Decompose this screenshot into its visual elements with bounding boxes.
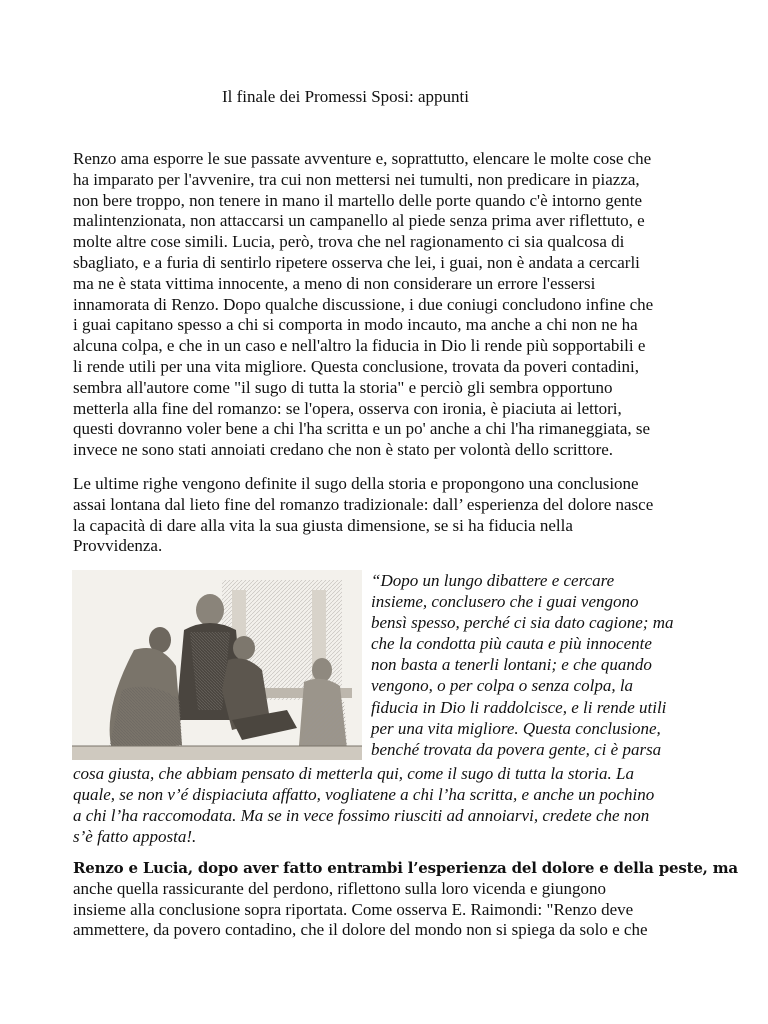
quote-line: quale, se non v’é dispiaciuta affatto, vogliatene a chi l’ha scritta, e anche un pochino [73, 785, 655, 805]
document-title: Il finale dei Promessi Sposi: appunti [222, 87, 469, 106]
quote-line: che la condotta più cauta e più innocente [371, 634, 652, 654]
paragraph-line: molte altre cose simili. Lucia, però, trova che nel ragionamento ci sia qualcosa di [73, 232, 625, 252]
paragraph-line: ha imparato per l'avvenire, tra cui non mettersi nei tumulti, non predicare in piazza, [73, 169, 640, 189]
quote-line: benché trovata da povera gente, ci è parsa [371, 739, 662, 759]
quote-line: cosa giusta, che abbiam pensato di metterla qui, come il sugo di tutta la storia. La [73, 764, 634, 783]
paragraph-line: metterla alla fine del romanzo: se l'opera, osserva con ironia, è piaciuta ai lettori, [73, 398, 622, 418]
paragraph-line: insieme alla conclusione sopra riportata. Come osserva E. Raimondi: "Renzo deve [73, 899, 634, 919]
paragraph-3 [73, 858, 738, 941]
paragraph-line: Renzo ama esporre le sue passate avventure e, soprattutto, elencare le molte cose che [73, 149, 652, 168]
paragraph-line: ma ne è stata vittima innocente, a meno di non considerare un errore l'essersi [73, 273, 596, 293]
wedding-engraving-illustration [72, 570, 362, 760]
paragraph-line: anche quella rassicurante del perdono, riflettono sulla loro vicenda e giungono [73, 878, 606, 898]
paragraph-line: i guai capitano spesso a chi si comporta in modo incauto, ma anche a chi non ne ha [73, 315, 638, 335]
paragraph-line: li rende utili per una vita migliore. Questa conclusione, trovata da poveri contadini, [73, 356, 640, 376]
quote-line: non basta a tenerli lontani; e che quando [371, 655, 652, 675]
quote-line: s’è fatto apposta!. [73, 827, 197, 847]
paragraph-line: sembra all'autore come "il sugo di tutta la storia" e perciò gli sembra opportuno [73, 377, 613, 397]
quote-line: bensì spesso, perché ci sia dato cagione; ma [371, 613, 674, 633]
paragraph-line: ammettere, da povero contadino, che il dolore del mondo non si spiega da solo e che [73, 920, 648, 940]
paragraph-line: sbagliato, e a furia di sentirlo ripetere osserva che lei, i guai, non è andata a cercarli [73, 252, 640, 272]
quote-line: fiducia in Dio li raddolcisce, e li rende utili [371, 697, 667, 717]
paragraph-line: non bere troppo, non tenere in mano il martello delle porte quando c'è intorno gente [73, 190, 643, 210]
quote-line: “Dopo un lungo dibattere e cercare [371, 571, 615, 590]
quote-right-column [371, 570, 673, 760]
quote-line: per una vita migliore. Questa conclusione, [371, 718, 661, 738]
paragraph-line: Le ultime righe vengono definite il sugo della storia e propongono una conclusione [73, 474, 639, 493]
paragraph-line: assai lontana dal lieto fine del romanzo tradizionale: dall’ esperienza del dolore nasce [73, 494, 654, 514]
quote-line: vengono, o per colpa o senza colpa, la [371, 676, 634, 696]
paragraph-line: questi dovranno voler bene a chi l'ha scritta e un po' anche a chi l'ha rimaneggiata, se [73, 419, 651, 439]
paragraph-line: la capacità di dare alla vita la sua giusta dimensione, se si ha fiducia nella [73, 515, 573, 535]
paragraph-3-bold-line: Renzo e Lucia, dopo aver fatto entrambi l’esperienza del dolore e della peste, ma [73, 859, 738, 877]
paragraph-line: invece ne sono stati annoiati credano che non è stato per volontà dello scrittore. [73, 440, 614, 460]
quote-line: insieme, conclusero che i guai vengono [371, 592, 639, 612]
paragraph-line: innamorata di Renzo. Dopo qualche discussione, i due coniugi concludono infine che [73, 294, 654, 314]
paragraph-line: Provvidenza. [73, 536, 163, 556]
paragraph-line: malintenzionata, non attaccarsi un campanello al piede senza prima aver riflettuto, e [73, 211, 645, 231]
quote-full-width [73, 763, 654, 847]
paragraph-2 [73, 474, 695, 557]
paragraph-line: alcuna colpa, e che in un caso e nell'altro la fiducia in Dio li rende più sopportabili e [73, 336, 646, 356]
quote-line: a chi l’ha raccomodata. Ma se in vece fossimo riusciti ad annoiarvi, credete che non [73, 806, 650, 826]
paragraph-1 [73, 149, 695, 461]
